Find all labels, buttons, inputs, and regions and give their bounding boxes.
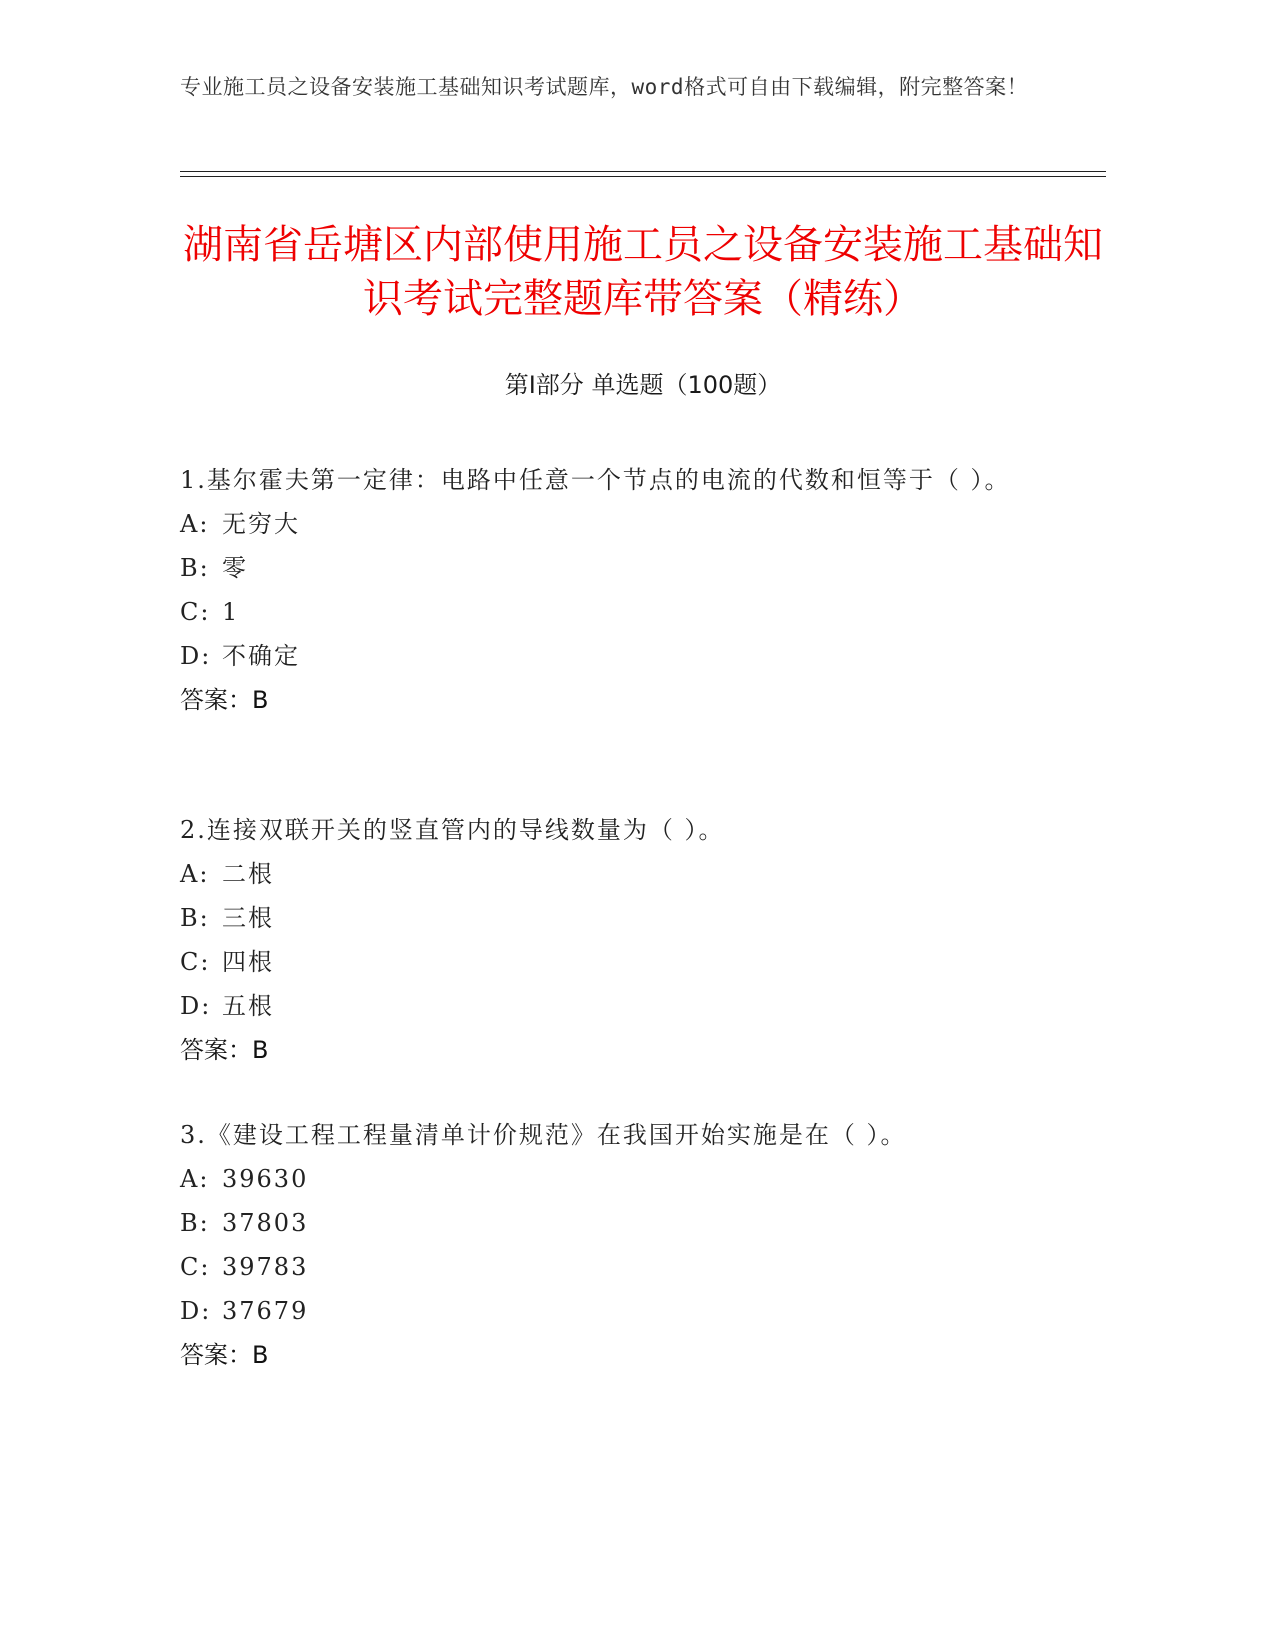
- question-stem: 3.《建设工程工程量清单计价规范》在我国开始实施是在（ ）。: [180, 1121, 907, 1149]
- question-stem: 2.连接双联开关的竖直管内的导线数量为（ ）。: [180, 816, 725, 844]
- question-3: [180, 1113, 1050, 1377]
- option-b: [180, 1201, 1050, 1245]
- option-letter: D:: [180, 992, 212, 1020]
- option-letter: B:: [180, 904, 210, 932]
- option-text: 无穷大: [222, 510, 300, 538]
- option-letter: A:: [180, 1165, 210, 1193]
- option-text: 不确定: [222, 642, 300, 670]
- option-a: [180, 502, 1050, 546]
- document-title: 湖南省岳塘区内部使用施工员之设备安装施工基础知识考试完整题库带答案（精练）: [183, 222, 1103, 322]
- option-text: 三根: [222, 904, 274, 932]
- option-text: 39783: [222, 1253, 309, 1281]
- option-text: 零: [222, 554, 248, 582]
- option-letter: A:: [180, 860, 210, 888]
- option-letter: C:: [180, 948, 211, 976]
- option-letter: B:: [180, 554, 210, 582]
- option-text: 四根: [222, 948, 274, 976]
- option-d: [180, 1289, 1050, 1333]
- option-a: [180, 1157, 1050, 1201]
- option-b: [180, 896, 1050, 940]
- answer-line: 答案：B: [180, 686, 269, 714]
- option-letter: D:: [180, 642, 212, 670]
- option-c: [180, 940, 1050, 984]
- option-text: 39630: [222, 1165, 309, 1193]
- option-c: [180, 1245, 1050, 1289]
- option-text: 37679: [222, 1297, 309, 1325]
- section-heading: 第Ⅰ部分 单选题（100题）: [504, 371, 782, 399]
- option-text: 二根: [222, 860, 274, 888]
- option-b: [180, 546, 1050, 590]
- header-divider-line: [180, 171, 1106, 172]
- option-c: [180, 590, 1050, 634]
- option-letter: A:: [180, 510, 210, 538]
- answer-line: 答案：B: [180, 1036, 269, 1064]
- option-letter: B:: [180, 1209, 210, 1237]
- question-2: [180, 808, 1050, 1072]
- header-divider-line-second: [180, 176, 1106, 177]
- question-1: [180, 458, 1050, 722]
- question-stem: 1.基尔霍夫第一定律：电路中任意一个节点的电流的代数和恒等于（ ）。: [180, 466, 1011, 494]
- header-note: 专业施工员之设备安装施工基础知识考试题库，word格式可自由下载编辑，附完整答案！: [180, 75, 1029, 99]
- option-d: [180, 634, 1050, 678]
- option-d: [180, 984, 1050, 1028]
- option-text: 五根: [222, 992, 274, 1020]
- option-text: 1: [222, 598, 240, 626]
- option-text: 37803: [222, 1209, 309, 1237]
- option-a: [180, 852, 1050, 896]
- option-letter: C:: [180, 1253, 211, 1281]
- option-letter: C:: [180, 598, 211, 626]
- answer-line: 答案：B: [180, 1341, 269, 1369]
- option-letter: D:: [180, 1297, 212, 1325]
